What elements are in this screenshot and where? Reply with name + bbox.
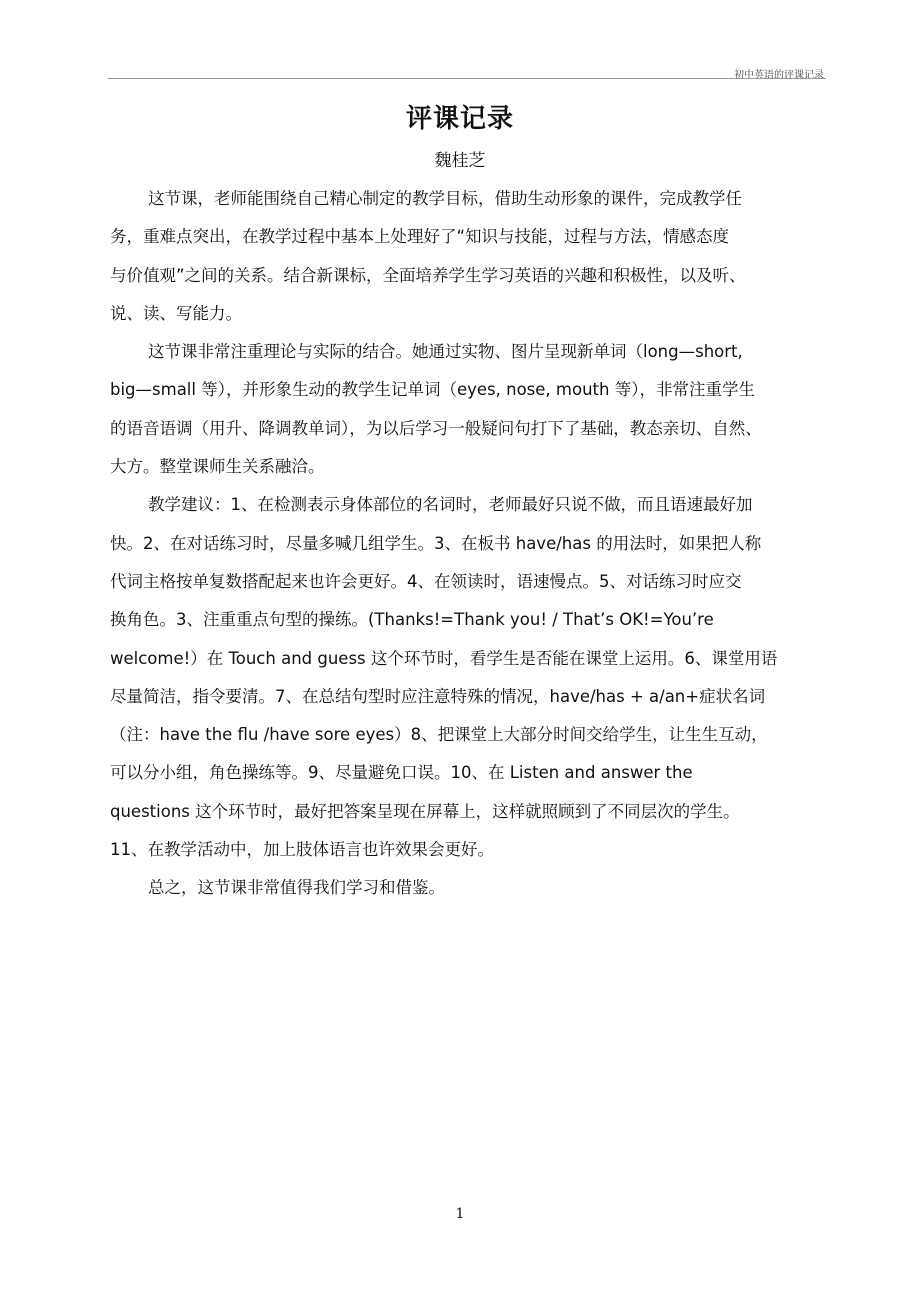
document-body <box>110 180 834 908</box>
para3-line9: questions 这个环节时，最好把答案呈现在屏幕上，这样就照顾到了不同层次的学生。 <box>110 801 740 821</box>
para1-line2: 务，重难点突出，在教学过程中基本上处理好了“知识与技能，过程与方法，情感态度 <box>110 227 730 247</box>
para2-line2: big—small 等），并形象生动的教学生记单词（eyes, nose, mouth 等），非常注重学生 <box>110 380 755 400</box>
para1-line3: 与价值观”之间的关系。结合新课标，全面培养学生学习英语的兴趣和积极性，以及听、 <box>110 265 746 285</box>
para3-line7: （注：have the flu /have sore eyes）8、把课堂上大部分时间交给学生，让生生互动， <box>110 725 768 745</box>
para3-line10: 11、在教学活动中，加上肢体语言也许效果会更好。 <box>110 840 494 860</box>
author-name: 魏桂芝 <box>434 151 486 171</box>
para3-line5: welcome!）在 Touch and guess 这个环节时，看学生是否能在课堂上运用。6、课堂用语 <box>110 648 778 668</box>
para2-line3: 的语音语调（用升、降调教单词），为以后学习一般疑问句打下了基础，教态亲切、自然、 <box>110 418 762 438</box>
para1-line4: 说、读、写能力。 <box>110 303 242 323</box>
para3-line8: 可以分小组，角色操练等。9、尽量避免口误。10、在 Listen and answer the <box>110 763 693 783</box>
para3-line3: 代词主格按单复数搭配起来也许会更好。4、在领读时，语速慢点。5、对话练习时应交 <box>110 571 742 591</box>
para2-line1: 这节课非常注重理论与实际的结合。她通过实物、图片呈现新单词（long—short, <box>148 342 743 362</box>
para1-line1: 这节课，老师能围绕自己精心制定的教学目标，借助生动形象的课件，完成教学任 <box>148 189 742 208</box>
document-title: 评课记录 <box>405 104 514 134</box>
para3-line6: 尽量简洁，指令要清。7、在总结句型时应注意特殊的情况，have/has + a/an+症状名词 <box>110 686 766 706</box>
para3-line2: 快。2、在对话练习时，尽量多喊几组学生。3、在板书 have/has 的用法时，如果把人称 <box>110 533 762 553</box>
page-number: 1 <box>455 1206 465 1222</box>
para3-line4: 换角色。3、注重重点句型的操练。(Thanks!=Thank you! / That’s OK!=You’re <box>110 610 714 630</box>
para2-line4: 大方。整堂课师生关系融洽。 <box>110 457 325 477</box>
running-header: 初中英语的评课记录 <box>734 70 824 81</box>
para3-line1: 教学建议：1、在检测表示身体部位的名词时，老师最好只说不做，而且语速最好加 <box>148 495 753 515</box>
header-rule <box>108 78 826 79</box>
para4-line1: 总之，这节课非常值得我们学习和借鉴。 <box>148 878 445 898</box>
